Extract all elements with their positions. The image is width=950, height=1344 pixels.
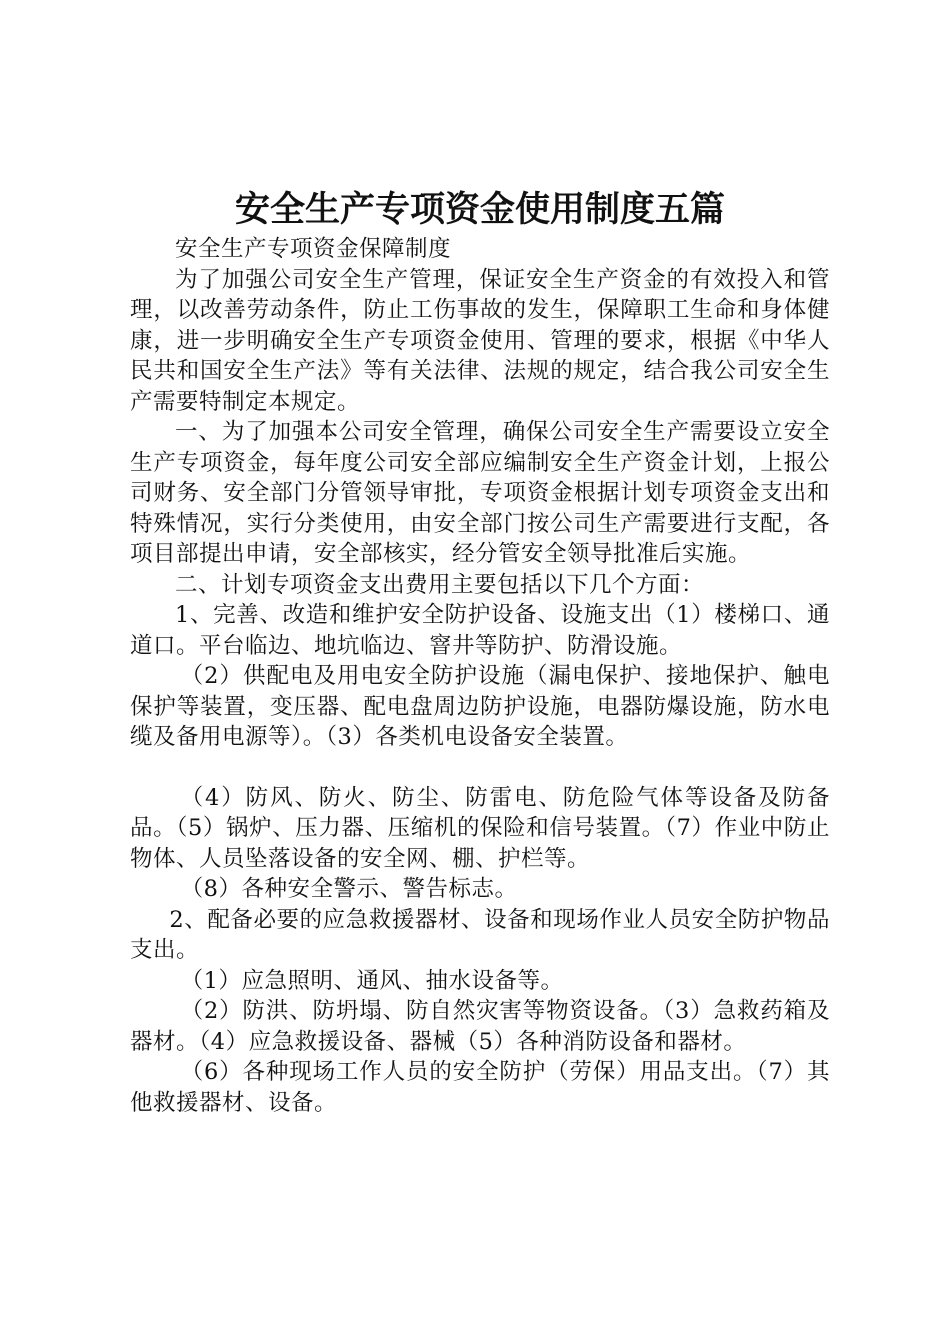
blank-line xyxy=(130,753,830,783)
paragraph-clause-1: 一、为了加强本公司安全管理，确保公司安全生产需要设立安全生产专项资金，每年度公司安全部应编制安全生产资金计划，上报公司财务、安全部门分管领导审批，专项资金根据计划专项资金支出和特殊情况，实行分类使用，由安全部门按公司生产需要进行支配，各项目部提出申请，安全部核实，经分管安全领导批准后实施。 xyxy=(130,419,830,567)
paragraph-item-2-1: （1）应急照明、通风、抽水设备等。 xyxy=(180,967,564,994)
paragraph-clause-2: 二、计划专项资金支出费用主要包括以下几个方面： xyxy=(175,571,705,598)
paragraph-intro: 为了加强公司安全生产管理，保证安全生产资金的有效投入和管理，以改善劳动条件，防止工伤事故的发生，保障职工生命和身体健康，进一步明确安全生产专项资金使用、管理的要求，根据《中华人民共和国安全生产法》等有关法律、法规的规定，结合我公司安全生产需要特制定本规定。 xyxy=(130,266,830,415)
section-heading: 安全生产专项资金保障制度 xyxy=(175,236,452,262)
paragraph-item-2: 2、配备必要的应急救援器材、设备和现场作业人员安全防护物品支出。 xyxy=(130,906,830,963)
paragraph-item-1-8: （8）各种安全警示、警告标志。 xyxy=(180,876,518,902)
document-title: 安全生产专项资金使用制度五篇 xyxy=(234,189,725,230)
paragraph-item-2-6: （6）各种现场工作人员的安全防护（劳保）用品支出。（7）其他救援器材、设备。 xyxy=(130,1059,830,1116)
paragraph-item-1: 1、完善、改造和维护安全防护设备、设施支出（1）楼梯口、通道口。平台临边、地坑临边、窨井等防护、防滑设施。 xyxy=(130,602,830,659)
paragraph-item-2-2: （2）防洪、防坍塌、防自然灾害等物资设备。（3）急救药箱及器材。（4）应急救援设备、器械（5）各种消防设备和器材。 xyxy=(130,998,830,1055)
document-body xyxy=(130,234,830,1118)
paragraph-item-1-2: （2）供配电及用电安全防护设施（漏电保护、接地保护、触电保护等装置，变压器、配电盘周边防护设施，电器防爆设施，防水电缆及备用电源等）。（3）各类机电设备安全装置。 xyxy=(130,663,830,750)
paragraph-item-1-4: （4）防风、防火、防尘、防雷电、防危险气体等设备及防备品。（5）锅炉、压力器、压缩机的保险和信号装置。（7）作业中防止物体、人员坠落设备的安全网、棚、护栏等。 xyxy=(130,784,830,872)
